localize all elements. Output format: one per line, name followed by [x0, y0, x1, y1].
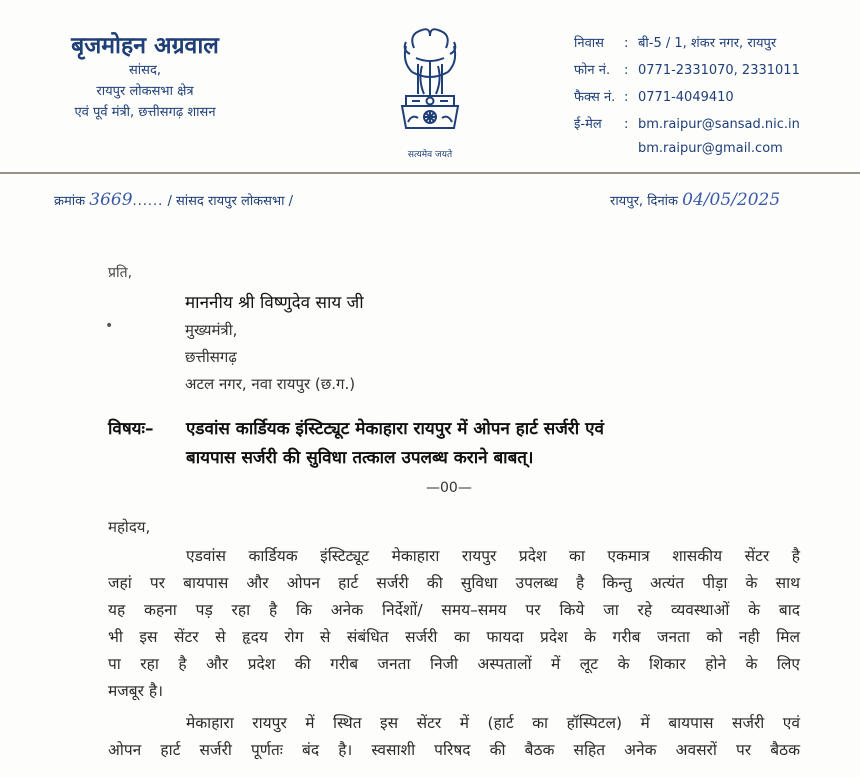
- date-label: रायपुर, दिनांक: [610, 194, 679, 209]
- national-emblem: [390, 24, 470, 164]
- recipient-name: माननीय श्री विष्णुदेव साय जी: [185, 293, 364, 313]
- contact-phone-row: [574, 57, 854, 84]
- salutation: महोदय,: [108, 518, 151, 536]
- sender-designation-2: रायपुर लोकसभा क्षेत्र: [96, 84, 194, 99]
- address-value: बी-5 / 1, शंकर नगर, रायपुर: [638, 36, 777, 51]
- fax-label: फैक्स नं.: [574, 90, 616, 105]
- email-value-1: bm.raipur@sansad.nic.in: [638, 117, 800, 132]
- paragraph-line: ओपन हार्ट सर्जरी पूर्णतः बंद है। स्वसाशी परिषद की बैठक सहित अनेक अवसरों पर बैठक: [108, 741, 800, 759]
- kramank-label: क्रमांक: [54, 194, 86, 209]
- paragraph-line: एडवांस कार्डियक इंस्टिट्यूट मेकाहारा रायपुर प्रदेश का एकमात्र शासकीय सेंटर है: [186, 547, 800, 565]
- handwritten-number: 3669: [89, 190, 133, 210]
- emblem-motto: सत्यमेव जयते: [407, 150, 453, 160]
- address-label: निवास: [574, 36, 604, 51]
- letterhead-contact: [574, 30, 854, 160]
- reference-dots: ......: [132, 194, 164, 209]
- bullet-mark: •: [105, 318, 114, 334]
- paragraph-line: मजबूर है।: [108, 682, 163, 700]
- phone-value: 0771-2331070, 2331011: [638, 63, 800, 78]
- reference-suffix: / सांसद रायपुर लोकसभा /: [167, 194, 293, 209]
- recipient-line-3: अटल नगर, नवा रायपुर (छ.ग.): [185, 375, 356, 393]
- contact-address-row: [574, 30, 854, 57]
- section-separator: —00—: [426, 480, 472, 496]
- email-label: ई-मेल: [574, 117, 602, 132]
- contact-email-row: [574, 111, 854, 138]
- email-value-2: bm.raipur@gmail.com: [638, 141, 783, 156]
- contact-fax-row: [574, 84, 854, 111]
- sender-designation-1: सांसद,: [129, 63, 161, 78]
- paragraph-line: भी इस सेंटर से हृदय रोग से संबंधित सर्जरी का फायदा प्रदेश के गरीब जनता को नही मिल: [108, 628, 800, 646]
- handwritten-date: 04/05/2025: [682, 190, 781, 210]
- prati-label: प्रति,: [108, 265, 133, 281]
- paragraph-line: यह कहना पड़ रहा है कि अनेक निर्देशों/ समय–समय पर किये जा रहे व्यवस्थाओं के बाद: [108, 601, 800, 619]
- separator-colon: :: [624, 36, 629, 51]
- recipient-address: [185, 290, 364, 398]
- subject-line-2: बायपास सर्जरी की सुविधा तत्काल उपलब्ध कराने बाबत्।: [186, 448, 534, 468]
- paragraph-1: [108, 543, 800, 705]
- recipient-line-1: मुख्यमंत्री,: [185, 321, 238, 339]
- paragraph-line: जहां पर बायपास और ओपन हार्ट सर्जरी की सुविधा उपलब्ध है किन्तु अत्यंत पीड़ा के साथ: [108, 574, 800, 592]
- paragraph-line: मेकाहारा रायपुर में स्थित इस सेंटर में (हार्ट का हॉस्पिटल) में बायपास सर्जरी एवं: [186, 714, 800, 732]
- subject-label: विषयः–: [108, 419, 154, 439]
- sender-designation-3: एवं पूर्व मंत्री, छत्तीसगढ़ शासन: [74, 105, 216, 120]
- paragraph-2: [108, 710, 800, 764]
- reference-number: [54, 190, 293, 210]
- separator-colon: :: [624, 63, 629, 78]
- reference-date: [610, 190, 780, 210]
- separator-colon: :: [624, 117, 629, 132]
- lion-capital-icon: [392, 24, 468, 146]
- sender-name: बृजमोहन अग्रवाल: [71, 32, 219, 59]
- fax-value: 0771-4049410: [638, 90, 734, 105]
- separator-colon: :: [624, 90, 629, 105]
- letterhead-sender: [50, 32, 240, 123]
- paragraph-line: पा रहा है और प्रदेश की गरीब जनता निजी अस्पतालों में लूट के शिकार होने के लिए: [108, 655, 800, 673]
- phone-label: फोन नं.: [574, 63, 611, 78]
- letterhead-divider: [0, 172, 860, 174]
- subject-line-1: एडवांस कार्डियक इंस्टिट्यूट मेकाहारा रायपुर में ओपन हार्ट सर्जरी एवं: [186, 419, 604, 439]
- recipient-line-2: छत्तीसगढ़: [185, 348, 237, 366]
